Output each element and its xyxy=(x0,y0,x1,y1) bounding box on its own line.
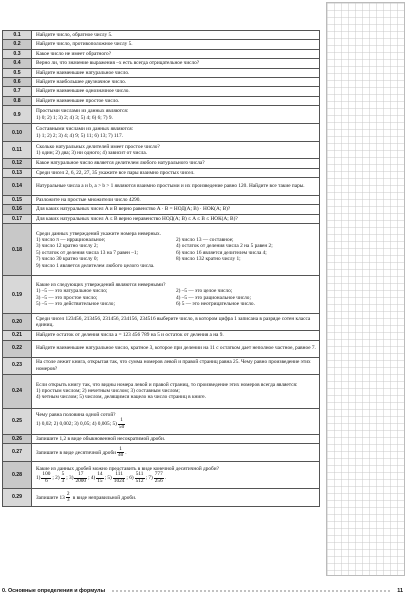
footer-title: 0. Основные определения и формулы xyxy=(2,588,106,594)
option-number: 6) xyxy=(129,475,134,482)
problem-row xyxy=(3,96,320,105)
problem-row xyxy=(3,59,320,68)
problem-row xyxy=(3,224,320,276)
answer-option: 5) остаток от деления числа 13 на 7 равен –1; xyxy=(36,249,138,256)
answer-option: 2) –5 — это целое число; xyxy=(176,288,233,295)
problem-text xyxy=(32,374,320,408)
problem-text xyxy=(32,68,320,77)
problem-statement: Найдите наибольшее двузначное число. xyxy=(36,79,127,86)
answer-options: 1) 0,02; 2) 0,002; 3) 0,05; 4) 0,005; 5) xyxy=(36,421,117,428)
problem-number: 0.28 xyxy=(3,462,32,489)
fraction xyxy=(61,472,66,484)
problem-row xyxy=(3,357,320,374)
problem-text xyxy=(32,408,320,434)
problem-statement: Среди данных утверждений укажите номера неверных. xyxy=(36,230,161,237)
problem-text xyxy=(32,96,320,105)
problem-row xyxy=(3,489,320,507)
problem-text xyxy=(32,331,320,340)
problem-row xyxy=(3,178,320,196)
problem-number: 0.14 xyxy=(3,178,32,196)
fraction-denominator: 15 xyxy=(97,477,103,484)
problem-statement: Найдите наименьшее однозначное число. xyxy=(36,88,130,95)
problem-number: 0.24 xyxy=(3,374,32,408)
answer-option: 4) –5 — это рациональное число; xyxy=(176,294,251,301)
fraction-denominator: 3 xyxy=(66,497,70,504)
fraction-denominator: 40 xyxy=(117,452,124,459)
problem-row xyxy=(3,314,320,331)
problem-row xyxy=(3,214,320,223)
fraction-denominator: 3 xyxy=(61,477,65,484)
problem-statement: Запишите в виде десятичной дроби xyxy=(36,449,116,456)
problem-row xyxy=(3,462,320,489)
problem-text xyxy=(32,214,320,223)
problem-statement: Если открыть книгу так, что видны номера левой и правой страниц, то произведение этих номеров всегда является: xyxy=(36,381,298,388)
fraction-denominator: 6 xyxy=(45,477,48,484)
page-number: 11 xyxy=(397,588,403,594)
problem-number: 0.1 xyxy=(3,31,32,40)
problem-row xyxy=(3,31,320,40)
problem-row xyxy=(3,444,320,462)
answer-option: 3) число 12 кратно числу 2; xyxy=(36,243,98,250)
problem-row xyxy=(3,205,320,214)
fraction xyxy=(154,472,164,484)
problem-text xyxy=(32,142,320,159)
option-number: 7) xyxy=(148,475,153,482)
problem-row xyxy=(3,276,320,314)
problem-statement: Запишите 13 xyxy=(36,494,65,501)
problem-number: 0.7 xyxy=(3,87,32,96)
problem-number: 0.17 xyxy=(3,214,32,223)
fraction-denominator: 1024 xyxy=(113,477,125,484)
fraction-denominator: 256 xyxy=(154,477,163,484)
fraction-numerator: 17 xyxy=(74,472,87,479)
fraction xyxy=(118,418,125,430)
problem-row xyxy=(3,49,320,58)
problem-text xyxy=(32,462,320,489)
fraction xyxy=(41,472,51,484)
answer-option: 2) число 13 — составное; xyxy=(176,236,234,243)
problem-statement: Натуральные числа a и b, a > b > 1 являются взаимно простыми и их произведение равно 120. Найдите все такие пары. xyxy=(36,183,305,190)
fraction xyxy=(74,472,87,484)
problem-text xyxy=(32,59,320,68)
problem-number: 0.25 xyxy=(3,408,32,434)
problem-number: 0.6 xyxy=(3,78,32,87)
fraction xyxy=(96,472,103,484)
answer-options: 1) простым числом; 2) нечетным числом; 3) составным числом; xyxy=(36,387,180,394)
problem-row xyxy=(3,106,320,124)
problem-text xyxy=(32,40,320,49)
answer-options xyxy=(36,237,316,269)
problem-text xyxy=(32,276,320,314)
problem-statement: Какие из следующих утверждений являются неверными? xyxy=(36,281,166,288)
problem-statement: Среди чисел 123456, 213456, 231456, 234156, 234516 выберите число, в котором цифра 1 записана в разряде сотен класса единиц. xyxy=(36,315,311,329)
answer-option: 4) остаток от деления числа 2 на 5 равен 2; xyxy=(176,243,273,250)
problem-statement: Для каких натуральных чисел A и B верно равенство A · B = НОД(A; B) · НОК(A; B)? xyxy=(36,206,231,213)
problem-text xyxy=(32,340,320,357)
answer-options: 1) $\frac{100}{6}$ ; 2) $\frac{5}{3}$ ; 3) $\frac{17}{2000}$ ; 4) $\frac{14}{15}$ ; 5) $\frac{111}{1024}$ ; 6) $\frac{511}{512}$ ; 7) $\frac{777}{256}$ . xyxy=(36,471,167,484)
problem-text xyxy=(32,106,320,124)
problem-row xyxy=(3,142,320,159)
page-footer xyxy=(2,586,403,596)
answer-option: 8) число 132 кратно числу 1; xyxy=(176,256,241,263)
fraction-numerator: 5 xyxy=(61,471,65,478)
fraction xyxy=(135,472,145,484)
problem-statement-tail: . xyxy=(125,449,127,456)
answer-option: 6) 5 — это неотрицательное число. xyxy=(176,301,255,308)
fraction-numerator: 14 xyxy=(97,471,103,478)
fraction xyxy=(117,445,127,459)
problem-row xyxy=(3,408,320,434)
problem-statement: Найдите наименьшее простое число. xyxy=(36,97,120,104)
fraction-numerator: 777 xyxy=(154,471,163,478)
problem-text xyxy=(32,168,320,177)
problem-number: 0.21 xyxy=(3,331,32,340)
problem-text xyxy=(32,178,320,196)
problem-statement: Простыми числами из данных являются: xyxy=(36,108,129,115)
answer-grid xyxy=(326,2,405,576)
answer-option: 1) число π — иррациональное; xyxy=(36,236,106,243)
problem-text xyxy=(32,31,320,40)
problem-number: 0.29 xyxy=(3,489,32,507)
problem-row xyxy=(3,434,320,443)
answer-option: 7) число 30 кратно числу 0; xyxy=(36,256,98,263)
problem-row xyxy=(3,40,320,49)
problem-text xyxy=(32,489,320,507)
answer-options: 1) 0; 2) 1; 3) 2; 4) 3; 5) 4; 6) 6; 7) 9. xyxy=(36,114,113,121)
problem-statement: Для каких натуральных чисел A ≤ B верно неравенство НОД(A; B) ≤ A ≤ B ≤ НОК(A; B)? xyxy=(36,215,238,222)
problem-row xyxy=(3,87,320,96)
fraction-numerator: 2 xyxy=(66,490,70,497)
problem-text xyxy=(32,434,320,443)
problem-statement: Составными числами из данных являются: xyxy=(36,126,134,133)
problem-text xyxy=(32,49,320,58)
fraction-numerator: 100 xyxy=(42,471,51,478)
problem-statement: Чему равна половина одной сотой? xyxy=(36,411,116,418)
answer-options: 4) четным числом; 5) числом, делящимся нацело на число страниц в книге. xyxy=(36,394,206,401)
problem-number: 0.10 xyxy=(3,124,32,142)
option-number: 1) xyxy=(36,475,41,482)
problem-number: 0.13 xyxy=(3,168,32,177)
problem-statement-tail: в виде неправильной дроби. xyxy=(71,494,137,501)
problem-number: 0.12 xyxy=(3,159,32,168)
problem-number: 0.19 xyxy=(3,276,32,314)
problem-number: 0.4 xyxy=(3,59,32,68)
fraction-denominator: 512 xyxy=(135,477,144,484)
answer-options: 1) 1; 2) 2; 3) 4; 4) 9; 5) 11; 6) 13; 7) 117. xyxy=(36,132,123,139)
problem-text xyxy=(32,314,320,331)
problem-statement: Найдите число, обратное числу 5. xyxy=(36,32,113,38)
problem-text xyxy=(32,78,320,87)
fraction xyxy=(113,472,126,484)
problem-text xyxy=(32,196,320,205)
problem-row xyxy=(3,68,320,77)
option-number: 3) xyxy=(69,475,74,482)
footer-dots xyxy=(111,590,391,592)
problem-text xyxy=(32,159,320,168)
option-number: 4) xyxy=(90,475,96,482)
problem-statement: Запишите 1,2 в виде обыкновенной несократимой дроби. xyxy=(36,435,166,442)
problem-row xyxy=(3,196,320,205)
answer-option: 3) –5 — это простое число; xyxy=(36,294,98,301)
fraction-denominator: 50 xyxy=(118,423,125,430)
problem-statement: Какое натуральное число является делителем любого натурального числа? xyxy=(36,160,205,167)
answer-option: 9) число 1 является делителем любого целого числа. xyxy=(36,262,155,269)
answer-options xyxy=(36,288,316,307)
option-number: 2) xyxy=(55,475,60,482)
problem-number: 0.11 xyxy=(3,142,32,159)
fraction-denominator: 2000 xyxy=(75,477,87,484)
problem-statement: Какое число не имеет обратного? xyxy=(36,50,112,57)
problem-text xyxy=(32,444,320,462)
problem-statement: Сколько натуральных делителей имеет простое число? xyxy=(36,143,160,150)
problem-statement: Среди чисел 2, 6, 22, 27, 35 укажите все пары взаимно простых чисел. xyxy=(36,169,195,176)
problem-statement: Верно ли, что значение выражения –x есть всегда отрицательное число? xyxy=(36,60,200,67)
problem-statement: Разложите на простые множители число 4290. xyxy=(36,197,141,204)
problem-text xyxy=(32,224,320,276)
answer-option: 1) –5 — это натуральное число; xyxy=(36,288,108,295)
problem-number: 0.9 xyxy=(3,106,32,124)
problem-statement: Найдите число, противоположное числу 5. xyxy=(36,41,133,48)
fraction-numerator: 511 xyxy=(135,471,144,478)
problem-row xyxy=(3,168,320,177)
answer-option: 5) –5 — это действительное число; xyxy=(36,301,115,308)
problem-number: 0.15 xyxy=(3,196,32,205)
problem-number: 0.16 xyxy=(3,205,32,214)
answer-option: 6) число 16 является делителем числа 4; xyxy=(176,249,267,256)
problem-number: 0.5 xyxy=(3,68,32,77)
problem-number: 0.3 xyxy=(3,49,32,58)
problem-number: 0.8 xyxy=(3,96,32,105)
problem-statement: Найдите остаток от деления числа a = 123 456 789 на 5 и остаток от деления a на 9. xyxy=(36,332,224,339)
problem-number: 0.18 xyxy=(3,224,32,276)
fraction-numerator: 111 xyxy=(113,472,126,479)
problem-number: 0.22 xyxy=(3,340,32,357)
problem-text xyxy=(32,87,320,96)
problem-row xyxy=(3,159,320,168)
problem-row xyxy=(3,124,320,142)
problem-row xyxy=(3,331,320,340)
problem-number: 0.20 xyxy=(3,314,32,331)
problem-text xyxy=(32,124,320,142)
problem-row xyxy=(3,78,320,87)
fraction-numerator: 1 xyxy=(117,447,124,454)
option-number: 5) xyxy=(107,475,112,482)
problem-number: 0.23 xyxy=(3,357,32,374)
problem-number: 0.2 xyxy=(3,40,32,49)
answer-options: 1) один; 2) два; 3) ни одного; 4) зависит от числа. xyxy=(36,150,148,157)
problem-text xyxy=(32,205,320,214)
fraction xyxy=(66,492,71,504)
problem-text xyxy=(32,357,320,374)
problem-row xyxy=(3,374,320,408)
problem-number: 0.26 xyxy=(3,434,32,443)
problem-statement: На столе лежит книга, открытая так, что сумма номеров левой и правой страниц равна 25. Чему равно произведение этих номеров? xyxy=(36,359,311,372)
problem-number: 0.27 xyxy=(3,444,32,462)
problem-row xyxy=(3,340,320,357)
fraction-numerator: 1 xyxy=(118,418,125,425)
problem-statement: Найдите наименьшее натуральное число. xyxy=(36,69,130,76)
problem-statement: Какие из данных дробей можно представить в виде конечной десятичной дроби? xyxy=(36,465,219,472)
problem-statement: Найдите наименьшее натуральное число, кратное 3, которое при делении на 11 с остатком дает неполное частное, равное 7. xyxy=(36,345,316,352)
problems-table xyxy=(2,30,320,507)
